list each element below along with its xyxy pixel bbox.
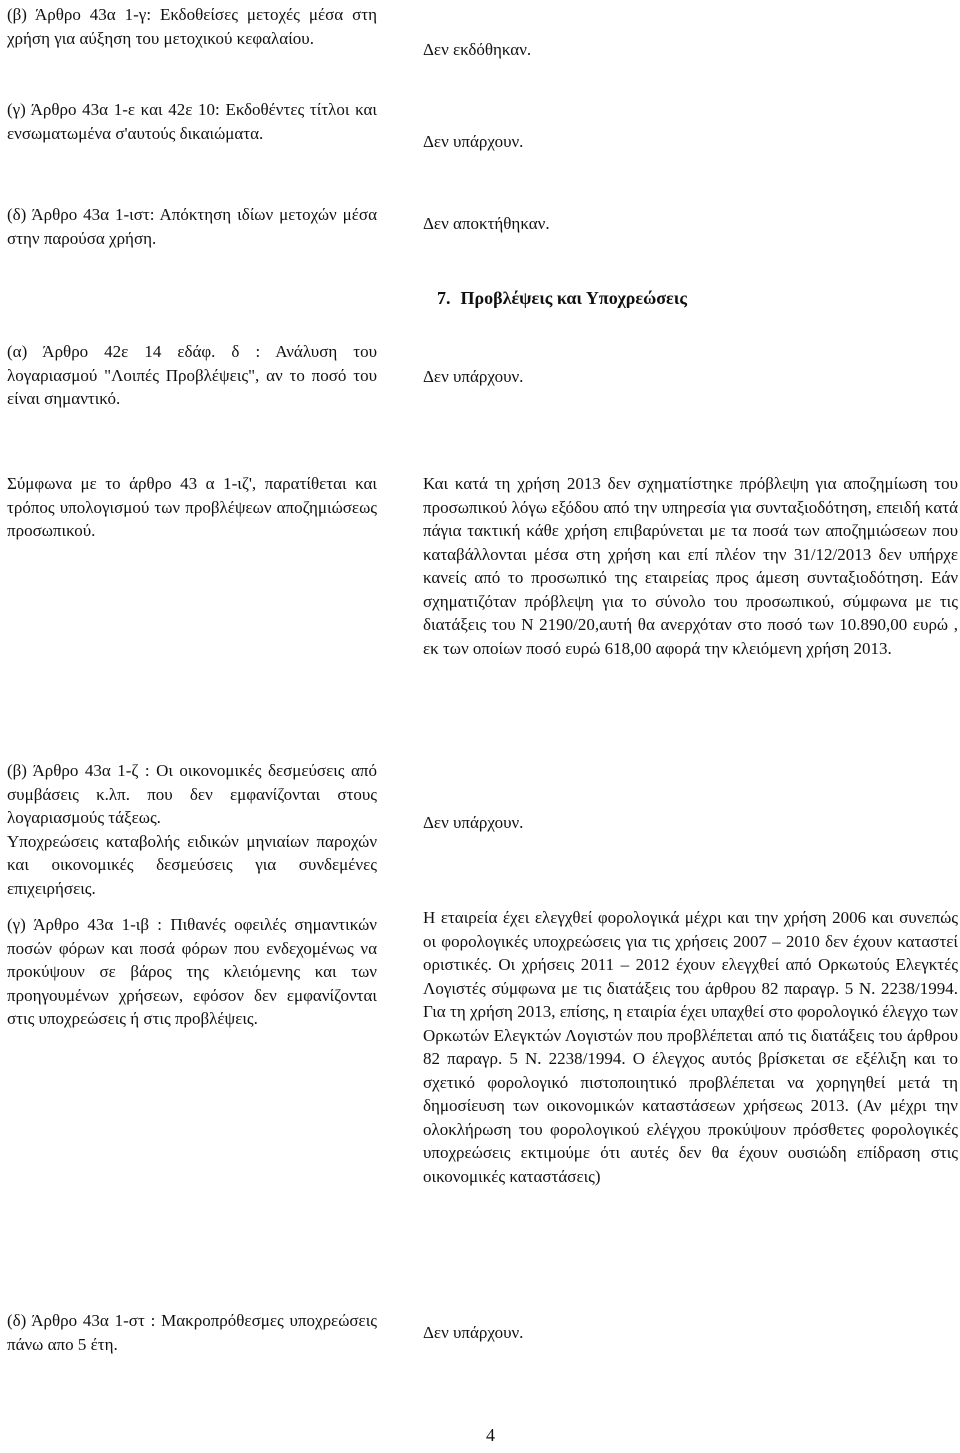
right-b2: [423, 130, 958, 154]
b7-answer: Η εταιρεία έχει ελεγχθεί φορολογικά μέχρι και την χρήση 2006 και συνεπώς οι φορολογικές υποχρεώσεις για τις χρήσεις 2007 – 2010 δεν έχουν καταστεί οριστικές. Οι χρήσεις 2011 – 2012 έχουν ελεγχθεί από Ορκωτούς Ελεγκτές Λογιστές σύμφωνα με τις διατάξεις του άρθρου 82 παραγρ. 5 Ν. 2238/1994. Για τη χρήση 2013, επίσης, η εταιρία έχει υπαχθεί στο φορολογικό έλεγχο των Ορκωτών Ελεγκτών Λογιστών που προβλέπεται από τις διατάξεις του άρθρου 82 παραγρ. 5 Ν. 2238/1994. Ο έλεγχος αυτός βρίσκεται σε εξέλιξη και το σχετικό φορολογικό πιστοποιητικό προβλέπεται να χορηγηθεί μετά τη δημοσίευση των οικονομικών καταστάσεων χρήσεως 2013. (Αν μέχρι την ολοκλήρωση του φορολογικού ελέγχου προκύψουν πρόσθετες φορολογικές υποχρεώσεις εκτιμούμε ότι αυτές δεν θα έχουν ουσιώδη επίδραση στις οικονομικές καταστάσεις): [423, 908, 958, 1186]
left-b5: [7, 472, 377, 543]
b4-answer: Δεν υπάρχουν.: [423, 367, 524, 386]
b3-text: (δ) Άρθρο 43α 1-ιστ: Απόκτηση ιδίων μετοχών μέσα στην παρούσα χρήση.: [7, 205, 377, 248]
page-number: 4: [486, 1425, 495, 1445]
left-b2: [7, 98, 377, 145]
b2-answer: Δεν υπάρχουν.: [423, 132, 524, 151]
left-b7: [7, 913, 377, 1031]
b5-text: Σύμφωνα με το άρθρο 43 α 1-ιζ', παρατίθεται και τρόπος υπολογισμού των προβλέψεων αποζημιώσεως προσωπικού.: [7, 474, 377, 540]
right-b7: [423, 906, 958, 1188]
right-b3: [423, 212, 958, 236]
b8-answer: Δεν υπάρχουν.: [423, 1323, 524, 1342]
left-b8: [7, 1309, 377, 1356]
section-bullet: 7.: [437, 288, 451, 308]
right-b1: [423, 38, 958, 62]
b2-text: (γ) Άρθρο 43α 1-ε και 42ε 10: Εκδοθέντες τίτλοι και ενσωματωμένα σ'αυτούς δικαιώματα.: [7, 100, 377, 143]
right-b5: [423, 472, 958, 660]
section-heading: [437, 288, 687, 309]
right-b4: [423, 365, 958, 389]
left-b3: [7, 203, 377, 250]
left-b1: [7, 3, 377, 50]
b6-text-1: (β) Άρθρο 43α 1-ζ : Οι οικονομικές δεσμεύσεις από συμβάσεις κ.λπ. που δεν εμφανίζονται στους λογαριασμούς τάξεως.: [7, 761, 377, 827]
left-b4: [7, 340, 377, 411]
b7-text: (γ) Άρθρο 43α 1-ιβ : Πιθανές οφειλές σημαντικών ποσών φόρων και ποσά φόρων που ενδεχομένως να προκύψουν σε βάρος της κλειόμενης και των προηγουμένων χρήσεων, εφόσον δεν εμφανίζονται στις υποχρεώσεις ή στις προβλέψεις.: [7, 915, 377, 1028]
b5-answer: Και κατά τη χρήση 2013 δεν σχηματίστηκε πρόβλεψη για αποζημίωση του προσωπικού λόγω εξόδου από την υπηρεσία για συνταξιοδότηση, επειδή κατά πάγια τακτική κάθε χρήση επιβαρύνεται με τα ποσά των αποζημιώσεων που καταβάλλονται μέσα στη χρήση και επί πλέον την 31/12/2013 δεν υπήρχε κανείς από το προσωπικό της εταιρείας προς άμεση συνταξιοδότηση. Εάν σχηματιζόταν πρόβλεψη για το σύνολο του προσωπικού, σύμφωνα με τις διατάξεις του Ν 2190/20,αυτή θα ανερχόταν στο ποσό των 10.890,00 ευρώ , εκ των οποίων ποσό ευρώ 618,00 αφορά την κλειόμενη χρήση 2013.: [423, 474, 958, 658]
left-b6: [7, 759, 377, 900]
section-title: Προβλέψεις και Υποχρεώσεις: [460, 288, 687, 308]
b8-text: (δ) Άρθρο 43α 1-στ : Μακροπρόθεσμες υποχρεώσεις πάνω απο 5 έτη.: [7, 1311, 377, 1354]
b1-answer: Δεν εκδόθηκαν.: [423, 40, 532, 59]
b6-answer: Δεν υπάρχουν.: [423, 813, 524, 832]
b6-text-2: Υποχρεώσεις καταβολής ειδικών μηνιαίων παροχών και οικονομικές δεσμεύσεις για συνδεμένες επιχειρήσεις.: [7, 831, 377, 898]
b4-text: (α) Άρθρο 42ε 14 εδάφ. δ : Ανάλυση του λογαριασμού "Λοιπές Προβλέψεις", αν το ποσό του είναι σημαντικό.: [7, 342, 377, 408]
b3-answer: Δεν αποκτήθηκαν.: [423, 214, 550, 233]
b1-text: (β) Άρθρο 43α 1-γ: Εκδοθείσες μετοχές μέσα στη χρήση για αύξηση του μετοχικού κεφαλαίου.: [7, 5, 377, 48]
right-b6: [423, 811, 958, 835]
right-b8: [423, 1321, 958, 1345]
